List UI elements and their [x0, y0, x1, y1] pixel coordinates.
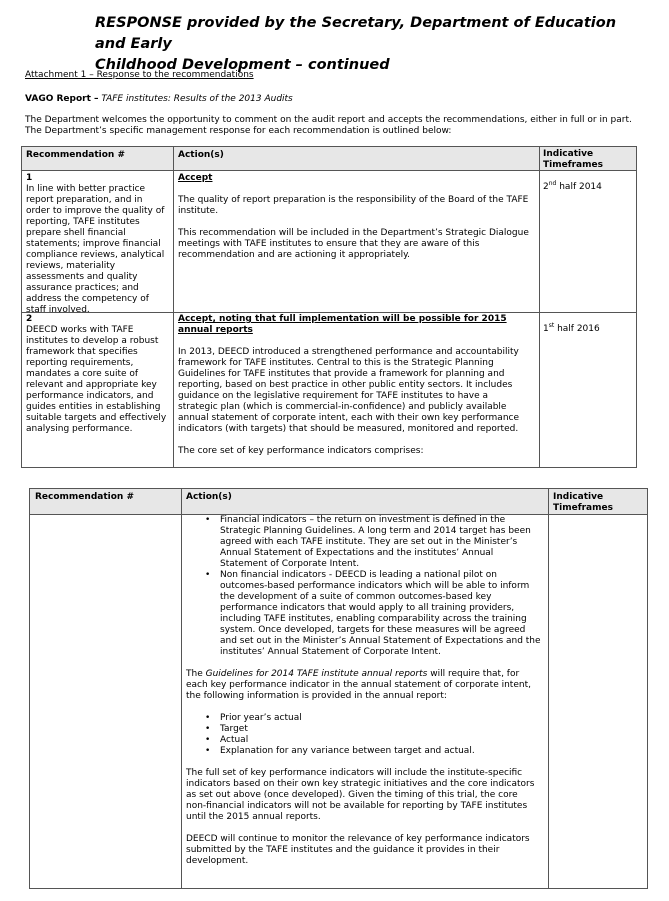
non-financial-indicators-bullet: [220, 570, 546, 658]
bullet-line: Strategic Planning Guidelines. A long term and 2014 target has been: [220, 526, 531, 536]
rec-1-number: 1: [26, 173, 33, 183]
intro-line-1: The Department welcomes the opportunity to comment on the audit report and accepts the recommendations, either in full or in part.: [25, 115, 632, 125]
rec-2-timeframe-rest: half 2016: [554, 324, 600, 334]
full-set-line: until the 2015 annual reports.: [186, 812, 321, 822]
continued-actions: [186, 515, 546, 867]
rec-1-line: reporting, TAFE institutes: [26, 217, 140, 227]
rec-1-line: order to improve the quality of: [26, 206, 165, 216]
info-item: • Explanation for any variance between target and actual.: [220, 746, 546, 757]
bullet-line: including TAFE institutes, enabling comparability across the training: [220, 614, 527, 624]
rec-1-line: assurance practices; and: [26, 283, 139, 293]
rec-1-line: prepare shell financial: [26, 228, 126, 238]
bullet-line: system. Once developed, targets for these measures will be agreed: [220, 625, 526, 635]
guidelines-rest-line: the following information is provided in the annual report:: [186, 691, 447, 701]
rec-2-timeframe: [543, 324, 600, 335]
rec-2-line: institutes to develop a robust: [26, 336, 159, 346]
bullet-line: and set out in the Minister’s Annual Statement of Expectations and the: [220, 636, 541, 646]
rec-2-action-line: strategic plan (which is commercial-in-confidence) and publicly available: [178, 402, 507, 412]
rec-2-action-heading: Accept, noting that full implementation will be possible for 2015: [178, 314, 507, 324]
rec-2-action-line: reporting, based on best practice in other public entity sectors. It includes: [178, 380, 513, 390]
rec-1-action-line: recommendation and are actioning it appropriately.: [178, 250, 411, 260]
header-actions: Action(s): [178, 150, 224, 160]
rec-1-timeframe-rest: half 2014: [556, 182, 602, 192]
rec-2-line: reporting requirements,: [26, 358, 134, 368]
rec-1-timeframe: [543, 182, 602, 193]
guidelines-italic: Guidelines for 2014 TAFE institute annual reports: [205, 669, 428, 679]
rec-1-timeframe-num: 2: [543, 182, 549, 192]
info-item: • Actual: [220, 735, 546, 746]
bullet-line: the development of a suite of common outcomes-based key: [220, 592, 492, 602]
rec-2-actions: [178, 314, 536, 457]
guidelines-post: will require that, for: [427, 669, 520, 679]
rec-1-line: report preparation, and in: [26, 195, 143, 205]
header-timeframes-line-2: Timeframes: [543, 160, 603, 170]
bullet-line: Statement of Corporate Intent.: [220, 559, 360, 569]
rec-2-line: framework that specifies: [26, 347, 138, 357]
guidelines-line: [186, 669, 546, 680]
financial-indicators-bullet: [220, 515, 546, 570]
header-timeframes-2-line-1: Indicative: [553, 492, 604, 502]
rec-1-line: In line with better practice: [26, 184, 146, 194]
recommendations-table-1: [21, 146, 637, 468]
header-actions-2: Action(s): [186, 492, 232, 502]
rec-1-description: [26, 173, 172, 316]
monitor-line: submitted by the TAFE institutes and the guidance it provides in their: [186, 845, 500, 855]
rec-2-line: mandates a core suite of: [26, 369, 139, 379]
bullet-line: • Financial indicators – the return on investment is defined in the: [220, 515, 506, 525]
intro-line-2: The Department’s specific management response for each recommendation is outlined below:: [25, 126, 452, 136]
bullet-line: outcomes-based performance indicators which will be able to inform: [220, 581, 530, 591]
rec-2-line: guides entities in establishing: [26, 402, 161, 412]
bullet-line: • Non financial indicators - DEECD is leading a national pilot on: [220, 570, 498, 580]
rec-2-line: DEECD works with TAFE: [26, 325, 134, 335]
monitor-line: DEECD will continue to monitor the relevance of key performance indicators: [186, 834, 530, 844]
page-title: [95, 13, 645, 76]
bullet-line: performance indicators that would apply to all training providers,: [220, 603, 515, 613]
table-1-divider-2: [539, 147, 540, 467]
header-recommendation: Recommendation #: [26, 150, 125, 160]
attachment-heading: Attachment 1 – Response to the recommendations: [25, 70, 254, 80]
rec-1-line: assessments and quality: [26, 272, 138, 282]
full-set-line: The full set of key performance indicators will include the institute-specific: [186, 768, 523, 778]
rec-2-line: relevant and appropriate key: [26, 380, 157, 390]
rec-1-action-line: institute.: [178, 206, 219, 216]
rec-2-line: analysing performance.: [26, 424, 133, 434]
rec-1-action-line: meetings with TAFE institutes to ensure that they are aware of this: [178, 239, 480, 249]
rec-2-number: 2: [26, 314, 33, 324]
rec-1-line: reviews, materiality: [26, 261, 116, 271]
bullet-line: institutes’ Annual Statement of Corporate Intent.: [220, 647, 441, 657]
rec-1-line: statements; improve financial: [26, 239, 161, 249]
guidelines-pre: The: [186, 669, 206, 679]
rec-2-action-line: The core set of key performance indicators comprises:: [178, 446, 424, 456]
header-recommendation-2: Recommendation #: [35, 492, 134, 502]
info-item: • Target: [220, 724, 546, 735]
rec-1-line: address the competency of: [26, 294, 149, 304]
header-timeframes: [543, 149, 603, 171]
rec-1-action-line: This recommendation will be included in the Department’s Strategic Dialogue: [178, 228, 529, 238]
full-set-line: as set out above (once developed). Given the timing of this trial, the core: [186, 790, 518, 800]
rec-2-action-line: guidance on the legislative requirement for TAFE institutes to have a: [178, 391, 489, 401]
full-set-line: non-financial indicators will not be available for reporting by TAFE institutes: [186, 801, 528, 811]
bullet-line: Annual Statement of Expectations and the institutes’ Annual: [220, 548, 494, 558]
bullet-line: agreed with each TAFE institute. They are set out in the Minister’s: [220, 537, 518, 547]
rec-2-action-line: framework for TAFE institutes. Central to this is the Strategic Planning: [178, 358, 494, 368]
page-title-line-2: Childhood Development – continued: [95, 57, 390, 73]
vago-report-line: [25, 94, 293, 105]
rec-1-line: compliance reviews, analytical: [26, 250, 165, 260]
rec-1-timeframe-sup: nd: [548, 180, 557, 187]
rec-2-timeframe-num: 1: [543, 324, 549, 334]
vago-subtitle: TAFE institutes: Results of the 2013 Audits: [101, 94, 293, 104]
monitor-line: development.: [186, 856, 249, 866]
rec-2-action-line: Guidelines for TAFE institutes that provide a framework for planning and: [178, 369, 505, 379]
header-timeframes-line-1: Indicative: [543, 149, 594, 159]
rec-2-action-line: indicators (with targets) that should be measured, monitored and reported.: [178, 424, 519, 434]
rec-1-line: staff involved.: [26, 305, 90, 315]
guidelines-rest-line: each key performance indicator in the annual statement of corporate intent,: [186, 680, 531, 690]
table-1-divider-1: [173, 147, 174, 467]
info-item: • Prior year’s actual: [220, 713, 546, 724]
intro-paragraph: [25, 115, 665, 137]
rec-1-actions: [178, 173, 536, 261]
rec-2-action-line: In 2013, DEECD introduced a strengthened performance and accountability: [178, 347, 519, 357]
rec-1-action-line: The quality of report preparation is the responsibility of the Board of the TAFE: [178, 195, 529, 205]
table-2-divider-1: [181, 489, 182, 888]
rec-2-description: [26, 314, 172, 435]
full-set-line: indicators based on their own key strategic initiatives and the core indicators: [186, 779, 535, 789]
rec-1-action-heading: Accept: [178, 173, 213, 183]
rec-2-action-heading: annual reports: [178, 325, 253, 335]
rec-2-action-line: annual statement of corporate intent, each with their own key performance: [178, 413, 520, 423]
recommendations-table-2: [29, 488, 648, 889]
header-timeframes-2-line-2: Timeframes: [553, 503, 613, 513]
rec-2-line: suitable targets and effectively: [26, 413, 167, 423]
rec-2-timeframe-sup: st: [548, 322, 555, 329]
page-title-line-1: RESPONSE provided by the Secretary, Department of Education and Early: [95, 15, 617, 52]
vago-label: VAGO Report –: [25, 94, 99, 104]
rec-2-line: performance indicators, and: [26, 391, 154, 401]
table-2-divider-2: [548, 489, 549, 888]
header-timeframes-2: [553, 492, 613, 514]
